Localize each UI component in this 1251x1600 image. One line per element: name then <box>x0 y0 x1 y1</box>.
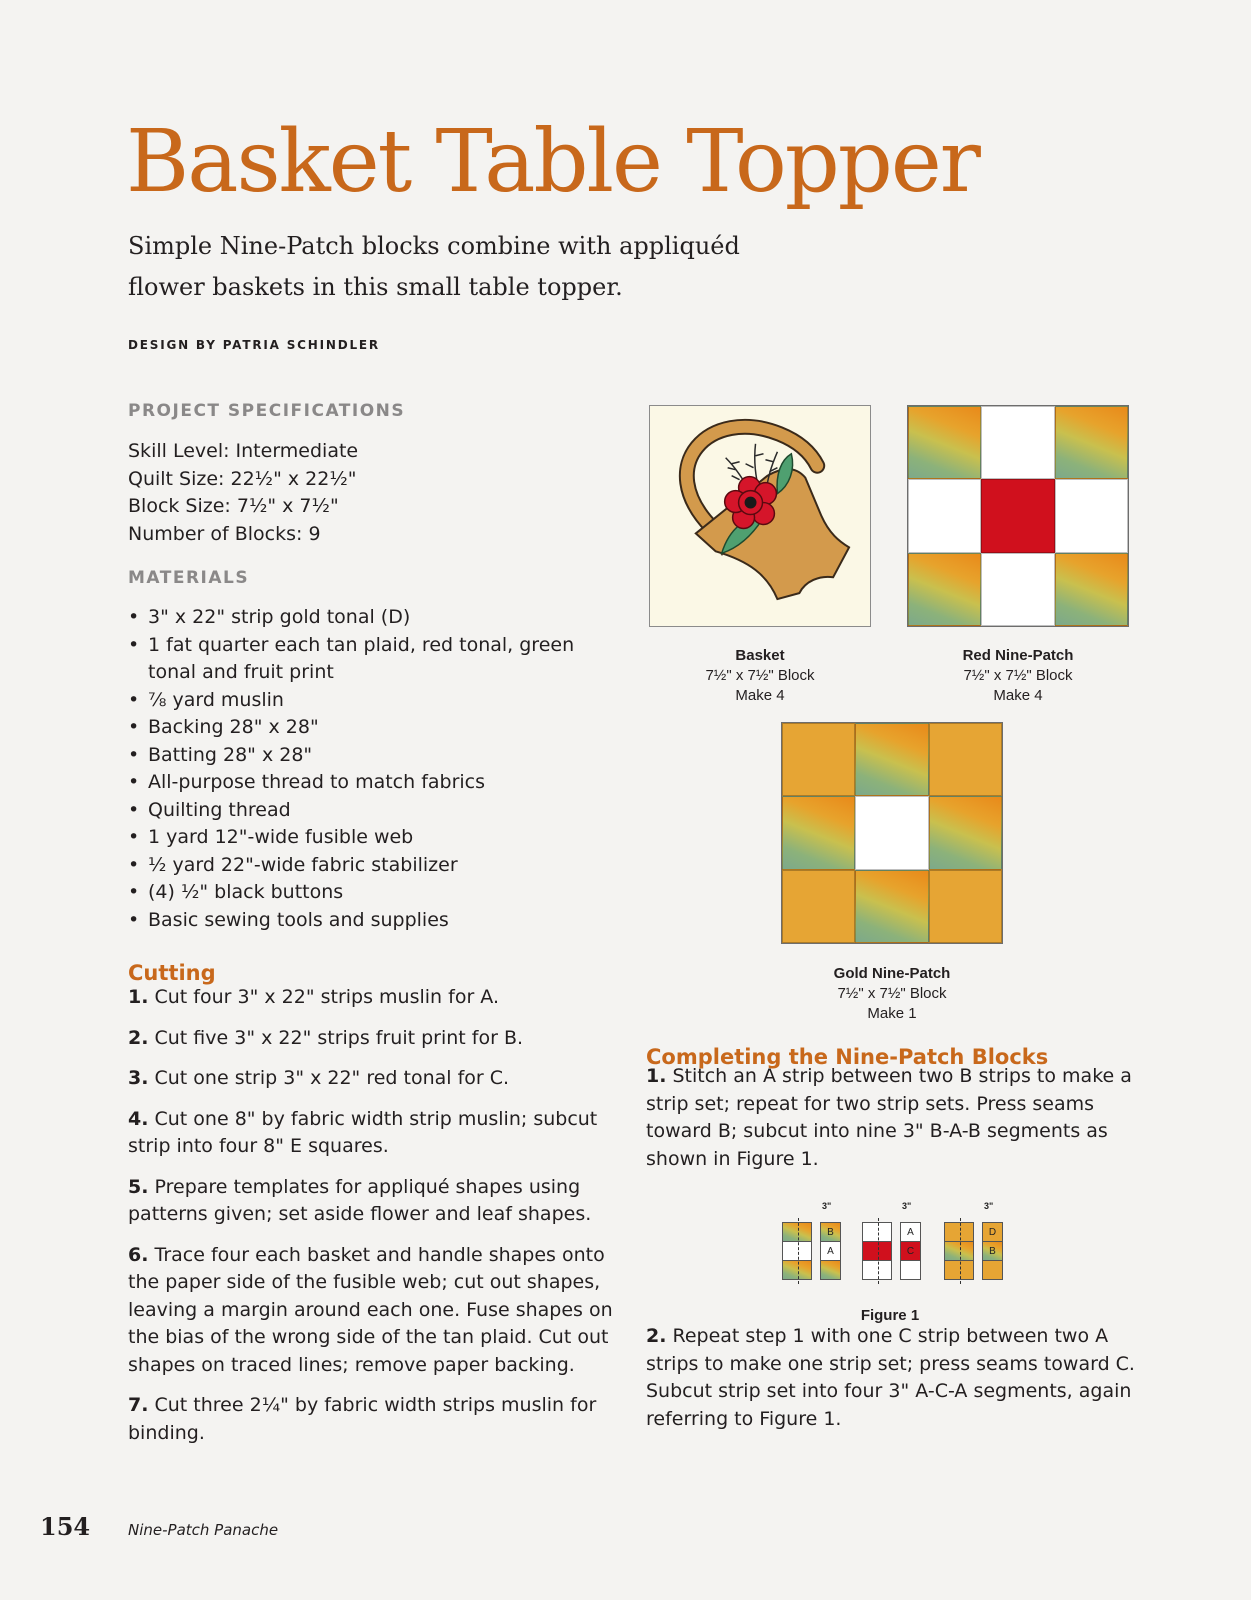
spec-item: Number of Blocks: 9 <box>128 522 321 545</box>
material-item: • Basic sewing tools and supplies <box>128 907 628 935</box>
nine-patch-heading: Completing the Nine-Patch Blocks <box>646 1045 1049 1069</box>
patch-muslin <box>908 479 981 552</box>
strip-muslin <box>863 1261 891 1279</box>
step-text: Repeat step 1 with one C strip between two A strips to make one strip set; press seams toward C. Subcut strip set into four 3" A-C-A segments, again referring to Figure 1. <box>646 1325 1135 1430</box>
step-number: 7. <box>128 1394 149 1416</box>
material-item: • Backing 28" x 28" <box>128 714 628 742</box>
cut-line <box>878 1218 879 1284</box>
patch-fruit-print <box>908 553 981 626</box>
strip-muslin <box>783 1241 811 1261</box>
specifications-list <box>128 438 588 548</box>
strip-gold-tonal <box>945 1223 973 1241</box>
strip-fruit-print <box>945 1241 973 1261</box>
cutting-step <box>128 1025 628 1053</box>
material-item: • Batting 28" x 28" <box>128 742 628 770</box>
strip-set-d-b-d <box>944 1222 974 1280</box>
segment-patch: B <box>983 1242 1002 1261</box>
dimension-label: 3" <box>984 1201 994 1211</box>
cutting-step <box>128 984 628 1012</box>
block-size: 7½" x 7½" Block <box>705 667 815 684</box>
gold-nine-patch-block-image <box>781 722 1003 944</box>
cutting-step <box>128 1174 628 1229</box>
nine-patch-step <box>646 1323 1146 1433</box>
cutting-step <box>128 1106 628 1161</box>
strip-fruit-print <box>783 1223 811 1241</box>
patch-muslin <box>981 553 1054 626</box>
dimension-label: 3" <box>902 1201 912 1211</box>
material-item: • Quilting thread <box>128 797 628 825</box>
block-size: 7½" x 7½" Block <box>837 985 947 1002</box>
patch-gold-tonal <box>929 870 1002 943</box>
page-title: Basket Table Topper <box>126 112 979 212</box>
strip-fruit-print <box>783 1261 811 1279</box>
basket-block-image <box>649 405 871 627</box>
intro-text: Simple Nine-Patch blocks combine with appliquéd flower baskets in this small table topper. <box>128 232 740 301</box>
strip-gold-tonal <box>945 1261 973 1279</box>
materials-heading: MATERIALS <box>128 568 250 588</box>
cutting-step <box>128 1242 628 1380</box>
segment-a-c-a <box>900 1222 921 1280</box>
patch-fruit-print <box>1055 553 1128 626</box>
patch-fruit-print <box>908 406 981 479</box>
step-number: 4. <box>128 1107 149 1130</box>
material-item: • 3" x 22" strip gold tonal (D) <box>128 604 628 632</box>
dimension-label: 3" <box>822 1201 832 1211</box>
basket-block-caption <box>650 646 870 706</box>
patch-red-tonal <box>981 479 1054 552</box>
segment-patch: D <box>983 1223 1002 1242</box>
step-number: 6. <box>128 1243 149 1266</box>
basket-illustration <box>650 406 869 625</box>
step-text: Trace four each basket and handle shapes onto the paper side of the fusible web; cut out shapes, leaving a margin around each one. Fuse shapes on the bias of the wrong side of the tan plaid. Cut out shapes on traced lines; remove paper backing. <box>128 1243 613 1376</box>
block-name: Basket <box>735 647 785 664</box>
step-number: 1. <box>646 1065 667 1087</box>
book-title: Nine-Patch Panache <box>128 1521 279 1539</box>
segment-b-a-b <box>820 1222 841 1280</box>
materials-list <box>128 604 628 934</box>
cutting-heading: Cutting <box>128 961 216 985</box>
red-nine-patch-block-image <box>907 405 1129 627</box>
cut-line <box>798 1218 799 1284</box>
red-nine-patch-caption <box>908 646 1128 706</box>
segment-patch: A <box>821 1242 840 1261</box>
segment-patch <box>821 1261 840 1279</box>
step-text: Cut one 8" by fabric width strip muslin; subcut strip into four 8" E squares. <box>128 1107 598 1157</box>
material-item: • ½ yard 22"-wide fabric stabilizer <box>128 852 628 880</box>
step-text: Cut five 3" x 22" strips fruit print for B. <box>154 1026 524 1049</box>
step-text: Cut three 2¼" by fabric width strips muslin for binding. <box>128 1394 597 1444</box>
material-item: • ⅞ yard muslin <box>128 687 628 715</box>
step-text: Cut one strip 3" x 22" red tonal for C. <box>154 1067 510 1089</box>
spec-item: Block Size: 7½" x 7½" <box>128 495 339 517</box>
material-item: • (4) ½" black buttons <box>128 879 628 907</box>
segment-patch: C <box>901 1242 920 1261</box>
step-text: Stitch an A strip between two B strips to make a strip set; repeat for two strip sets. Press seams toward B; subcut into nine 3" B-A-B segments as shown in Figure 1. <box>646 1065 1132 1170</box>
designer-byline: DESIGN BY PATRIA SCHINDLER <box>128 338 380 352</box>
step-number: 2. <box>646 1325 667 1347</box>
strip-muslin <box>863 1223 891 1241</box>
spec-item: Quilt Size: 22½" x 22½" <box>128 467 357 490</box>
step-text: Prepare templates for appliqué shapes using patterns given; set aside flower and leaf shapes. <box>128 1175 592 1225</box>
block-name: Red Nine-Patch <box>962 647 1074 664</box>
segment-patch <box>983 1261 1002 1279</box>
patch-gold-tonal <box>782 870 855 943</box>
figure-1-caption: Figure 1 <box>860 1307 920 1324</box>
patch-gold-tonal <box>782 723 855 796</box>
cutting-step <box>128 1065 628 1093</box>
cut-line <box>960 1218 961 1284</box>
cutting-step <box>128 1392 628 1447</box>
step-text: Cut four 3" x 22" strips muslin for A. <box>154 986 500 1008</box>
spec-item: Skill Level: Intermediate <box>128 440 359 462</box>
step-number: 5. <box>128 1175 149 1198</box>
patch-muslin <box>981 406 1054 479</box>
specifications-heading: PROJECT SPECIFICATIONS <box>128 401 406 421</box>
patch-fruit-print <box>782 796 855 869</box>
gold-nine-patch-caption <box>782 964 1002 1024</box>
block-name: Gold Nine-Patch <box>833 965 951 982</box>
step-number: 2. <box>128 1026 149 1049</box>
patch-fruit-print <box>855 723 928 796</box>
patch-muslin <box>1055 479 1128 552</box>
step-number: 3. <box>128 1067 149 1089</box>
figure-1-diagram <box>778 1200 1018 1280</box>
block-quantity: Make 1 <box>867 1005 917 1022</box>
segment-patch: A <box>901 1223 920 1242</box>
strip-red-tonal <box>863 1241 891 1261</box>
block-quantity: Make 4 <box>993 687 1043 704</box>
patch-gold-tonal <box>929 723 1002 796</box>
patch-fruit-print <box>929 796 1002 869</box>
material-item: • All-purpose thread to match fabrics <box>128 769 628 797</box>
patch-fruit-print <box>855 870 928 943</box>
nine-patch-step <box>646 1063 1146 1173</box>
page-number: 154 <box>40 1512 91 1541</box>
step-number: 1. <box>128 986 149 1008</box>
segment-patch <box>901 1261 920 1279</box>
block-quantity: Make 4 <box>735 687 785 704</box>
strip-set-b-a-b <box>782 1222 812 1280</box>
material-item: • 1 fat quarter each tan plaid, red tonal, green tonal and fruit print <box>128 632 628 687</box>
patch-fruit-print <box>1055 406 1128 479</box>
strip-set-a-c-a <box>862 1222 892 1280</box>
segment-d-b-d <box>982 1222 1003 1280</box>
patch-muslin <box>855 796 928 869</box>
segment-patch: B <box>821 1223 840 1242</box>
cutting-steps <box>128 984 628 1460</box>
block-size: 7½" x 7½" Block <box>963 667 1073 684</box>
material-item: • 1 yard 12"-wide fusible web <box>128 824 628 852</box>
